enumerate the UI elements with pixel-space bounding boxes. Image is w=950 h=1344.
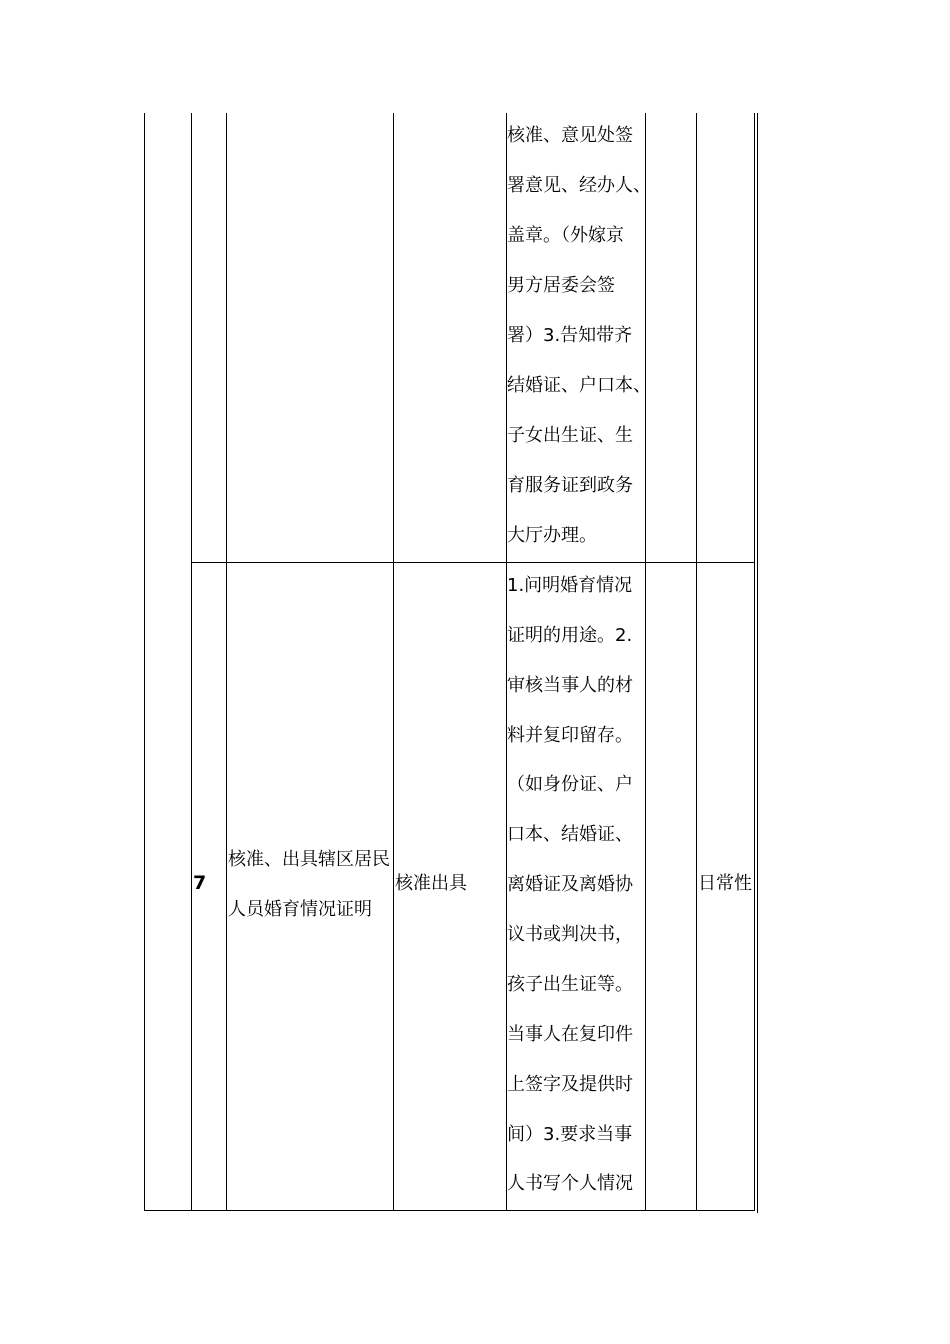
table-border-left (144, 113, 145, 1211)
procedure-line: 证明的用途。2. (507, 625, 633, 646)
procedure-line: 孩子出生证等。 (507, 974, 633, 995)
table-border-right (754, 113, 755, 1211)
table-border-right-outer (757, 113, 758, 1213)
item-name-line: 人员婚育情况证明 (228, 899, 372, 920)
procedure-line: 子女出生证、生 (507, 425, 633, 446)
procedure-line: 结婚证、户口本、 (507, 375, 651, 396)
row-separator (191, 562, 755, 563)
procedure-line: 人书写个人情况 (507, 1173, 633, 1194)
table-divider-col2 (226, 113, 227, 1211)
procedure-line: 男方居委会签 (507, 275, 615, 296)
procedure-line: 上签字及提供时 (507, 1074, 633, 1095)
table-divider-col3 (393, 113, 394, 1211)
procedure-line: 育服务证到政务 (507, 475, 633, 496)
procedure-line: 核准、意见处签 (507, 125, 633, 146)
procedure-line: 审核当事人的材 (507, 675, 633, 696)
table-divider-col5 (645, 113, 646, 1211)
procedure-line: 间）3.要求当事 (507, 1124, 633, 1145)
procedure-line: 大厅办理。 (507, 525, 597, 546)
row-number: 7 (193, 872, 207, 894)
procedure-line: 口本、结婚证、 (507, 824, 633, 845)
table-border-bottom (144, 1210, 755, 1211)
procedure-line: 署）3.告知带齐 (507, 325, 633, 346)
item-name-line: 核准、出具辖区居民 (228, 849, 390, 870)
procedure-line: 当事人在复印件 (507, 1024, 633, 1045)
table-divider-col6 (696, 113, 697, 1211)
procedure-line: 盖章。（外嫁京 (507, 225, 624, 246)
frequency-cell: 日常性 (698, 873, 752, 894)
procedure-line: 署意见、经办人、 (507, 175, 651, 196)
procedure-line: 料并复印留存。 (507, 725, 633, 746)
procedure-line: 1.问明婚育情况 (507, 575, 633, 596)
procedure-line: （如身份证、户 (507, 774, 633, 795)
power-type-cell: 核准出具 (395, 873, 467, 894)
table-divider-col1 (191, 113, 192, 1211)
procedure-line: 议书或判决书， (507, 924, 633, 945)
procedure-line: 离婚证及离婚协 (507, 874, 633, 895)
